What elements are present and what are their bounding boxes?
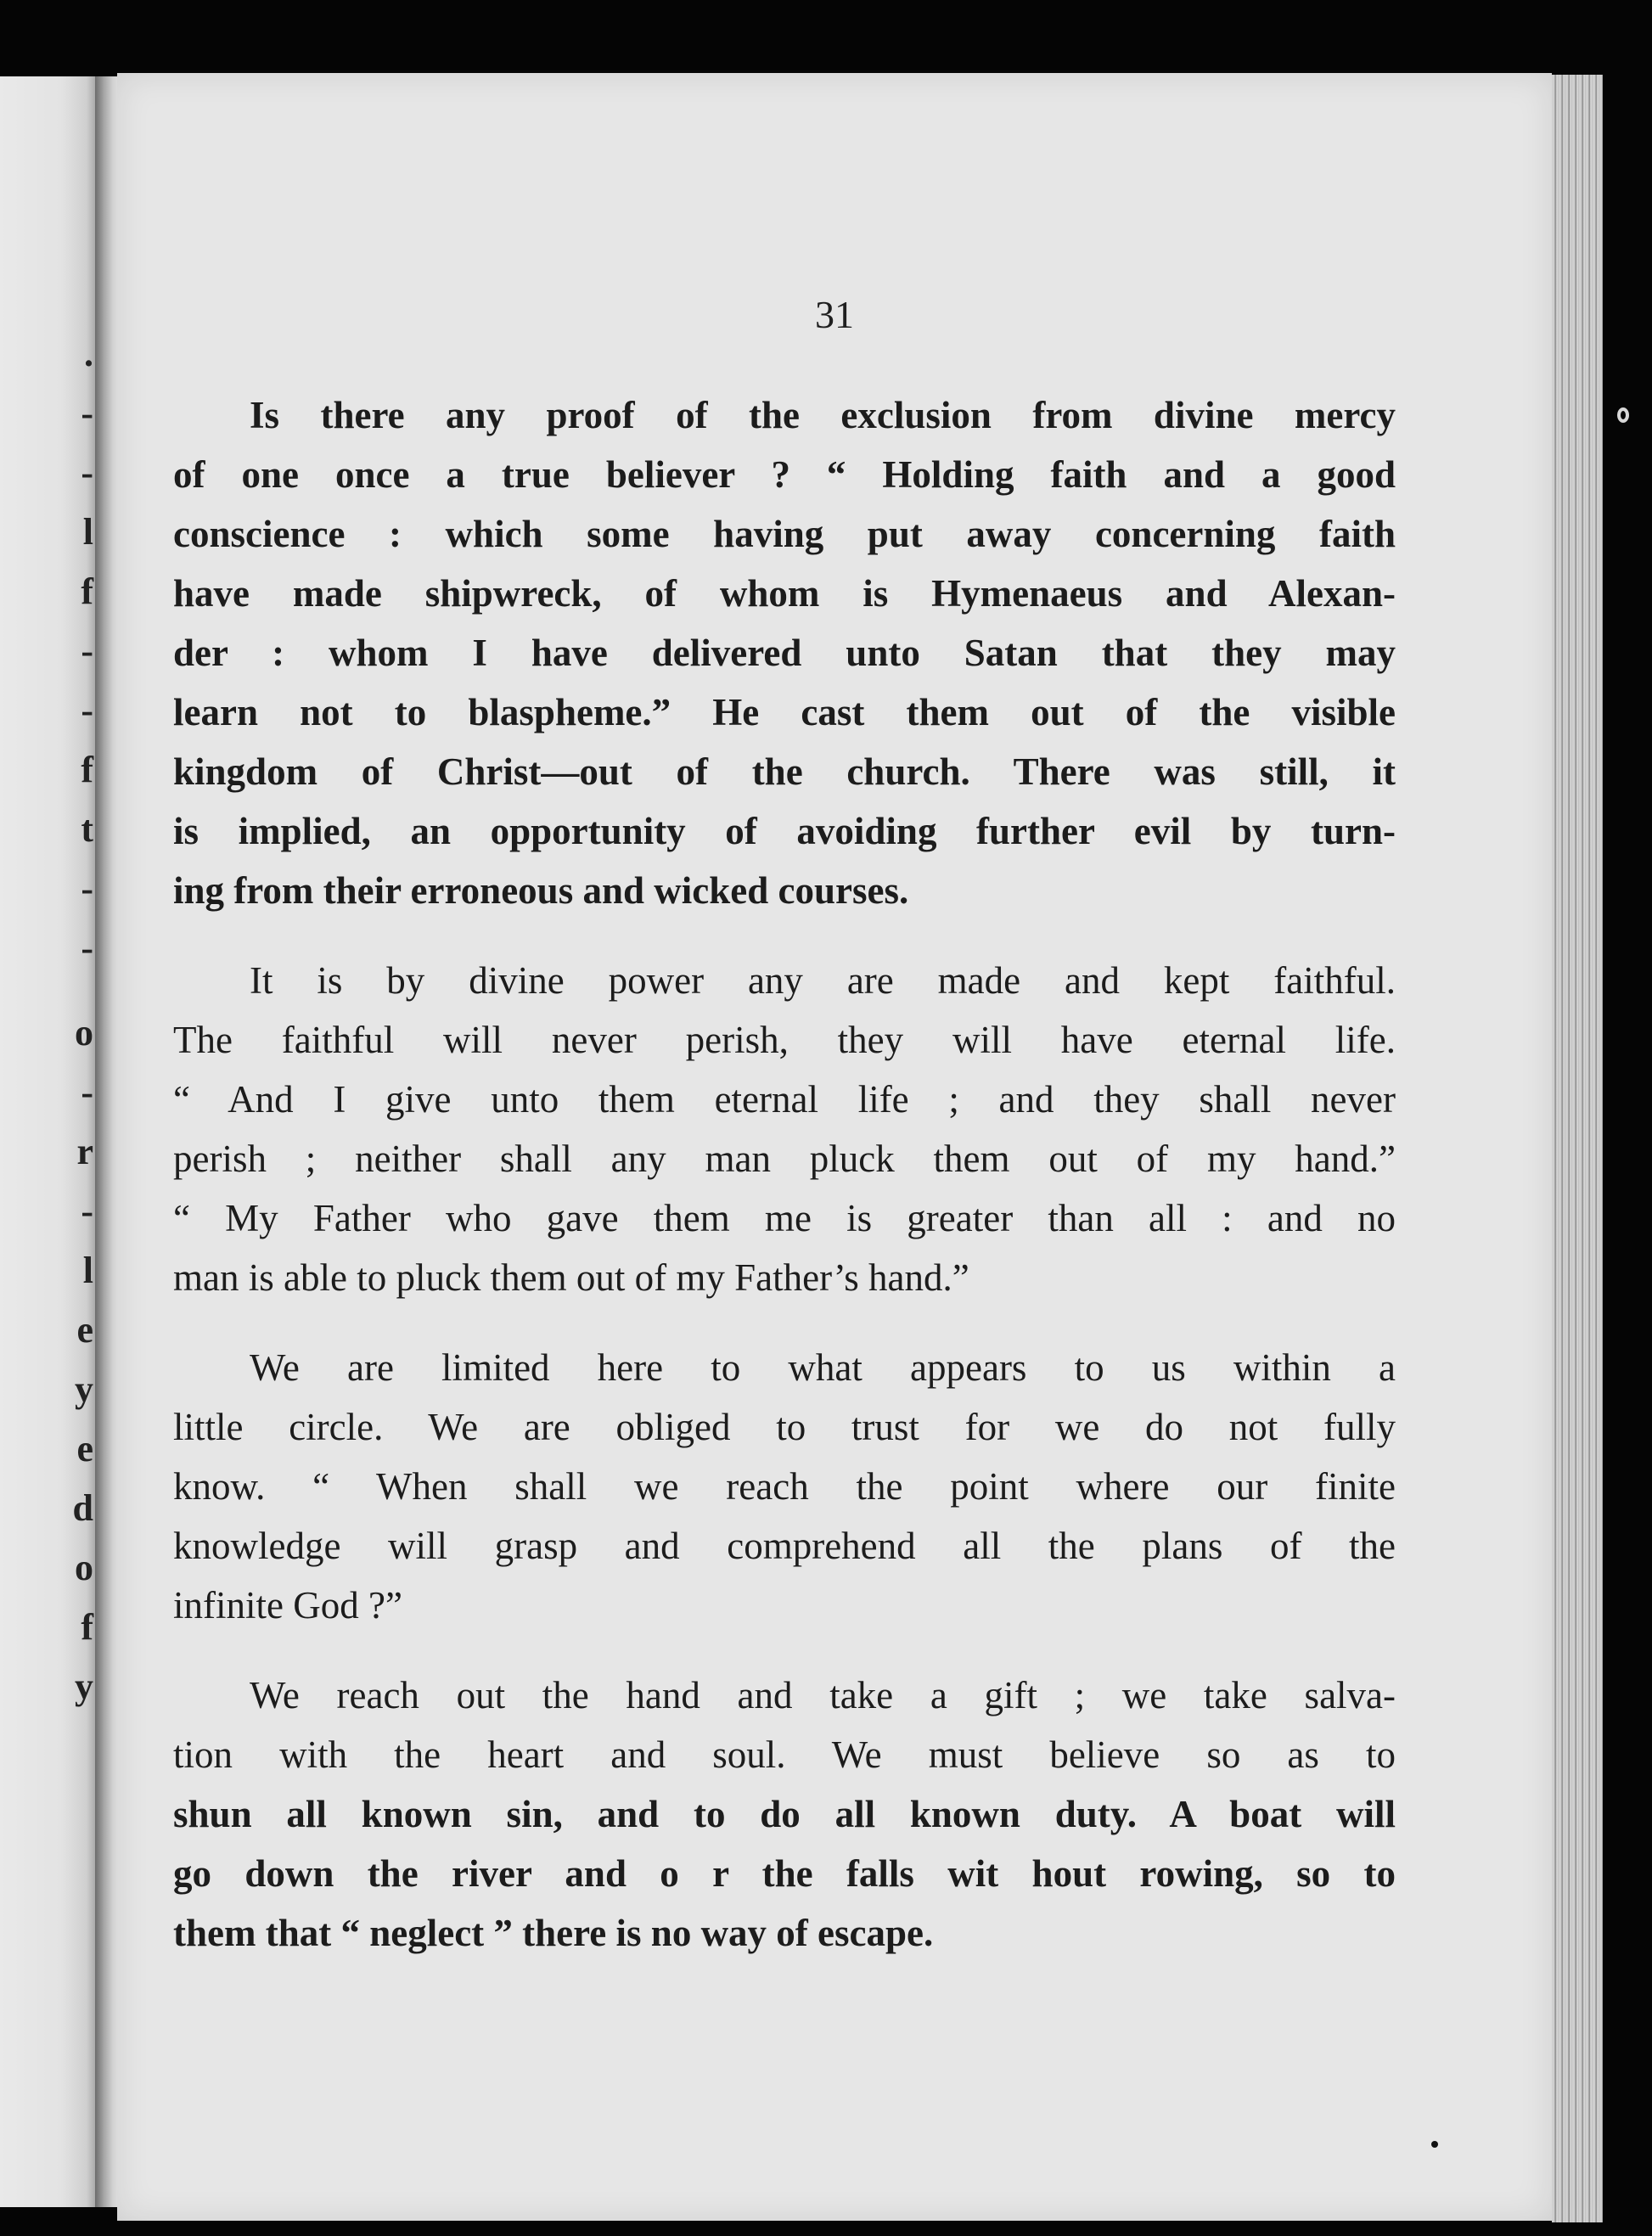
- paragraph-2: [173, 951, 1396, 1307]
- facing-page-glyph: d: [72, 1487, 93, 1529]
- facing-page-glyph: -: [81, 868, 93, 909]
- text-line: der : whom I have delivered unto Satan that they may: [173, 632, 1396, 674]
- facing-page-glyph: -: [81, 927, 93, 969]
- text-line: perish ; neither shall any man pluck them out of my hand.”: [173, 1138, 1396, 1180]
- text-line: We are limited here to what appears to us within a: [250, 1346, 1396, 1389]
- text-line: shun all known sin, and to do all known duty. A boat will: [173, 1793, 1396, 1835]
- text-line: kingdom of Christ—out of the church. There was still, it: [173, 750, 1396, 793]
- text-line: tion with the heart and soul. We must believe so as to: [173, 1733, 1396, 1776]
- facing-page-glyph: -: [81, 452, 93, 493]
- facing-page-glyph: f: [81, 749, 93, 790]
- text-line: We reach out the hand and take a gift ; we take salva-: [250, 1674, 1396, 1716]
- page-number: 31: [815, 293, 854, 336]
- facing-page-glyph: e: [76, 1428, 93, 1469]
- text-line: knowledge will grasp and comprehend all the plans of the: [173, 1525, 1396, 1567]
- facing-page-edge: [0, 76, 102, 2207]
- facing-page-glyph: -: [81, 392, 93, 434]
- facing-page-glyph: -: [81, 1190, 93, 1232]
- paragraph-3: [173, 1338, 1396, 1635]
- print-speck: [1431, 2141, 1438, 2148]
- text-line: “ And I give unto them eternal life ; and they shall never: [173, 1078, 1396, 1121]
- facing-page-glyph: l: [82, 1250, 93, 1291]
- text-line: little circle. We are obliged to trust for we do not fully: [173, 1406, 1396, 1448]
- facing-page-glyph: o: [75, 1547, 93, 1588]
- text-line: of one once a true believer ? “ Holding faith and a good: [173, 453, 1396, 496]
- facing-page-glyph: o: [75, 1012, 93, 1053]
- text-line: learn not to blaspheme.” He cast them out of the visible: [173, 691, 1396, 733]
- facing-page-glyph: .: [84, 333, 93, 374]
- margin-mark: [1617, 407, 1629, 423]
- facing-page-glyph: -: [81, 689, 93, 731]
- book-page: [117, 73, 1552, 2221]
- text-line: “ My Father who gave them me is greater than all : and no: [173, 1197, 1396, 1239]
- page-body: [173, 385, 1396, 1993]
- text-line: The faithful will never perish, they will have eternal life.: [173, 1019, 1396, 1061]
- facing-page-glyph: y: [75, 1368, 93, 1410]
- facing-page-glyph: r: [76, 1131, 93, 1172]
- facing-page-glyph: e: [76, 1309, 93, 1351]
- facing-page-glyph: t: [81, 808, 93, 850]
- facing-page-glyph: y: [75, 1666, 93, 1707]
- text-line: know. “ When shall we reach the point where our finite: [173, 1465, 1396, 1508]
- text-line: Is there any proof of the exclusion from divine mercy: [250, 394, 1396, 436]
- text-line: It is by divine power any are made and kept faithful.: [250, 959, 1396, 1002]
- text-line: have made shipwreck, of whom is Hymenaeus and Alexan-: [173, 572, 1396, 615]
- facing-page-glyph: -: [81, 630, 93, 671]
- facing-page-glyph: f: [81, 1606, 93, 1648]
- text-line: is implied, an opportunity of avoiding further evil by turn-: [173, 810, 1396, 852]
- text-line: infinite God ?”: [173, 1584, 402, 1626]
- text-line: ing from their erroneous and wicked courses.: [173, 869, 909, 912]
- text-line: conscience : which some having put away concerning faith: [173, 513, 1396, 555]
- facing-page-glyph: -: [81, 1071, 93, 1113]
- text-line: go down the river and o r the falls wit hout rowing, so to: [173, 1852, 1396, 1895]
- text-line: man is able to pluck them out of my Father’s hand.”: [173, 1256, 969, 1299]
- page-stack-edge: [1552, 75, 1603, 2222]
- text-line: them that “ neglect ” there is no way of escape.: [173, 1912, 934, 1954]
- facing-page-glyph: l: [82, 511, 93, 553]
- facing-page-glyph: f: [81, 570, 93, 612]
- paragraph-1: [173, 385, 1396, 920]
- paragraph-4: [173, 1666, 1396, 1963]
